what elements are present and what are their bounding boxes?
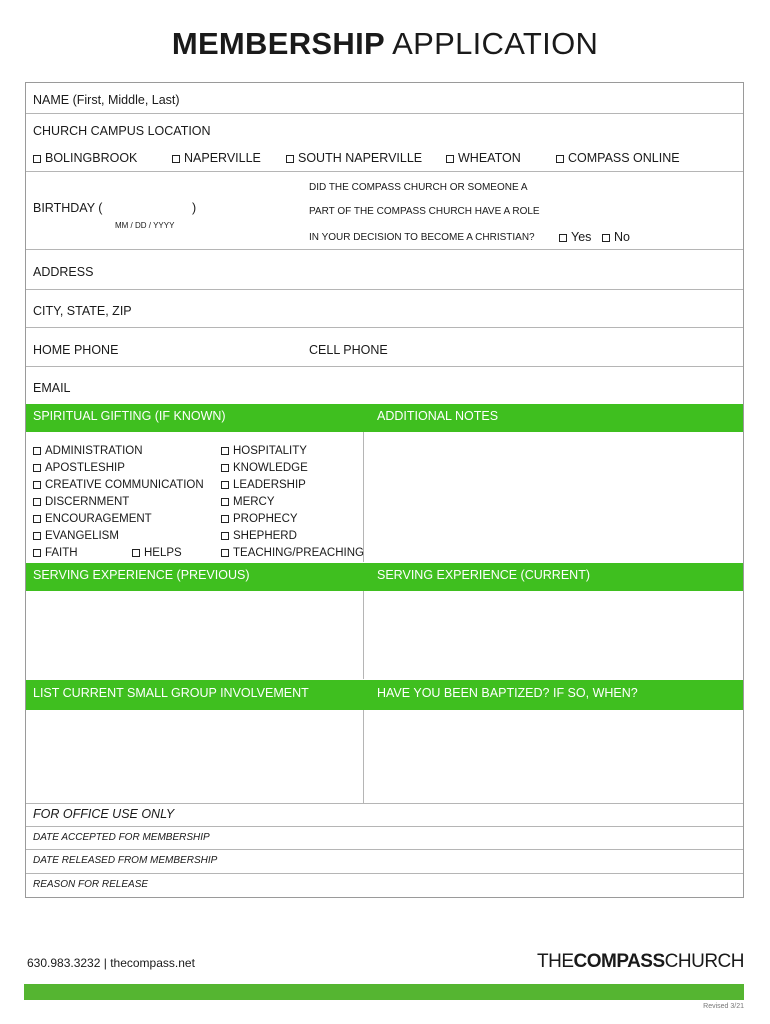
gift-option[interactable]: CREATIVE COMMUNICATION bbox=[33, 479, 204, 491]
checkbox-icon[interactable] bbox=[33, 498, 41, 506]
birthday-format: MM / DD / YYYY bbox=[115, 221, 175, 230]
revised-date: Revised 3/21 bbox=[703, 1003, 744, 1010]
cell-phone-label: CELL PHONE bbox=[309, 343, 388, 357]
gift-option[interactable]: APOSTLESHIP bbox=[33, 462, 125, 474]
checkbox-icon[interactable] bbox=[221, 498, 229, 506]
gift-option[interactable]: DISCERNMENT bbox=[33, 496, 129, 508]
campus-option-naperville[interactable]: NAPERVILLE bbox=[172, 151, 261, 165]
baptized-field[interactable] bbox=[366, 712, 741, 802]
church-logo: THECOMPASSCHURCH bbox=[537, 951, 744, 972]
email-field[interactable] bbox=[76, 373, 736, 401]
role-question-line-1: DID THE COMPASS CHURCH OR SOMEONE A bbox=[309, 182, 528, 193]
gift-option[interactable]: SHEPHERD bbox=[221, 530, 297, 542]
small-group-field[interactable] bbox=[28, 712, 361, 802]
footer-bar bbox=[24, 984, 744, 1000]
divider bbox=[26, 849, 743, 850]
address-label: ADDRESS bbox=[33, 265, 94, 279]
checkbox-icon[interactable] bbox=[221, 464, 229, 472]
divider bbox=[26, 803, 743, 804]
gift-option[interactable]: MERCY bbox=[221, 496, 275, 508]
membership-form bbox=[25, 82, 744, 898]
divider bbox=[26, 289, 743, 290]
checkbox-icon[interactable] bbox=[132, 549, 140, 557]
gift-option[interactable]: ENCOURAGEMENT bbox=[33, 513, 152, 525]
checkbox-icon[interactable] bbox=[33, 549, 41, 557]
checkbox-icon[interactable] bbox=[602, 234, 610, 242]
checkbox-icon[interactable] bbox=[446, 155, 454, 163]
date-accepted-label: DATE ACCEPTED FOR MEMBERSHIP bbox=[33, 832, 210, 843]
name-label: NAME (First, Middle, Last) bbox=[33, 93, 180, 107]
birthday-label: BIRTHDAY ( bbox=[33, 201, 103, 215]
role-no-option[interactable]: No bbox=[602, 230, 630, 244]
city-field[interactable] bbox=[136, 293, 736, 323]
title-light: APPLICATION bbox=[392, 26, 599, 61]
divider bbox=[26, 171, 743, 172]
checkbox-icon[interactable] bbox=[33, 481, 41, 489]
checkbox-icon[interactable] bbox=[221, 515, 229, 523]
campus-option-wheaton[interactable]: WHEATON bbox=[446, 151, 521, 165]
home-phone-field[interactable] bbox=[121, 333, 301, 363]
name-field[interactable] bbox=[186, 87, 736, 111]
page-title bbox=[0, 26, 770, 62]
notes-heading: ADDITIONAL NOTES bbox=[377, 409, 499, 423]
divider bbox=[26, 327, 743, 328]
office-use-heading: FOR OFFICE USE ONLY bbox=[33, 807, 175, 821]
divider bbox=[26, 366, 743, 367]
birthday-field[interactable] bbox=[102, 195, 190, 217]
gift-option[interactable]: FAITH bbox=[33, 547, 78, 559]
checkbox-icon[interactable] bbox=[33, 447, 41, 455]
checkbox-icon[interactable] bbox=[556, 155, 564, 163]
campus-label: CHURCH CAMPUS LOCATION bbox=[33, 124, 211, 138]
gift-option[interactable]: KNOWLEDGE bbox=[221, 462, 308, 474]
checkbox-icon[interactable] bbox=[221, 532, 229, 540]
serving-header-bar bbox=[26, 563, 743, 591]
serving-previous-field[interactable] bbox=[28, 593, 361, 678]
small-group-heading: LIST CURRENT SMALL GROUP INVOLVEMENT bbox=[33, 686, 309, 700]
campus-option-compass-online[interactable]: COMPASS ONLINE bbox=[556, 151, 680, 165]
gift-option[interactable]: TEACHING/PREACHING bbox=[221, 547, 364, 559]
city-label: CITY, STATE, ZIP bbox=[33, 304, 132, 318]
home-phone-label: HOME PHONE bbox=[33, 343, 119, 357]
checkbox-icon[interactable] bbox=[559, 234, 567, 242]
checkbox-icon[interactable] bbox=[33, 464, 41, 472]
gift-option[interactable]: PROPHECY bbox=[221, 513, 298, 525]
divider bbox=[26, 826, 743, 827]
address-field[interactable] bbox=[96, 255, 736, 285]
group-header-bar bbox=[26, 680, 743, 710]
column-divider bbox=[363, 591, 364, 679]
checkbox-icon[interactable] bbox=[172, 155, 180, 163]
footer-contact: 630.983.3232 | thecompass.net bbox=[27, 956, 195, 970]
checkbox-icon[interactable] bbox=[33, 155, 41, 163]
role-question-line-2: PART OF THE COMPASS CHURCH HAVE A ROLE bbox=[309, 206, 540, 217]
column-divider bbox=[363, 710, 364, 803]
campus-option-south-naperville[interactable]: SOUTH NAPERVILLE bbox=[286, 151, 422, 165]
baptized-heading: HAVE YOU BEEN BAPTIZED? IF SO, WHEN? bbox=[377, 686, 638, 700]
role-question-line-3: IN YOUR DECISION TO BECOME A CHRISTIAN? bbox=[309, 232, 535, 243]
cell-phone-field[interactable] bbox=[388, 333, 738, 363]
checkbox-icon[interactable] bbox=[221, 481, 229, 489]
divider bbox=[26, 113, 743, 114]
gift-option[interactable]: ADMINISTRATION bbox=[33, 445, 143, 457]
divider bbox=[26, 873, 743, 874]
gift-option-helps[interactable]: HELPS bbox=[132, 547, 182, 559]
serving-current-heading: SERVING EXPERIENCE (CURRENT) bbox=[377, 568, 590, 582]
gifting-heading: SPIRITUAL GIFTING (IF KNOWN) bbox=[33, 409, 226, 423]
reason-release-label: REASON FOR RELEASE bbox=[33, 879, 149, 890]
column-divider bbox=[363, 432, 364, 562]
checkbox-icon[interactable] bbox=[286, 155, 294, 163]
serving-previous-heading: SERVING EXPERIENCE (PREVIOUS) bbox=[33, 568, 250, 582]
serving-current-field[interactable] bbox=[366, 593, 741, 678]
gift-option[interactable]: EVANGELISM bbox=[33, 530, 119, 542]
role-yes-option[interactable]: Yes bbox=[559, 230, 591, 244]
birthday-close: ) bbox=[192, 201, 197, 215]
checkbox-icon[interactable] bbox=[221, 447, 229, 455]
date-released-label: DATE RELEASED FROM MEMBERSHIP bbox=[33, 855, 218, 866]
checkbox-icon[interactable] bbox=[33, 515, 41, 523]
checkbox-icon[interactable] bbox=[221, 549, 229, 557]
gifting-header-bar bbox=[26, 404, 743, 432]
divider bbox=[26, 249, 743, 250]
additional-notes-field[interactable] bbox=[366, 435, 741, 560]
title-bold: MEMBERSHIP bbox=[171, 26, 385, 61]
gift-option[interactable]: HOSPITALITY bbox=[221, 445, 307, 457]
campus-option-bolingbrook[interactable]: BOLINGBROOK bbox=[33, 151, 137, 165]
email-label: EMAIL bbox=[33, 381, 71, 395]
checkbox-icon[interactable] bbox=[33, 532, 41, 540]
gift-option[interactable]: LEADERSHIP bbox=[221, 479, 306, 491]
